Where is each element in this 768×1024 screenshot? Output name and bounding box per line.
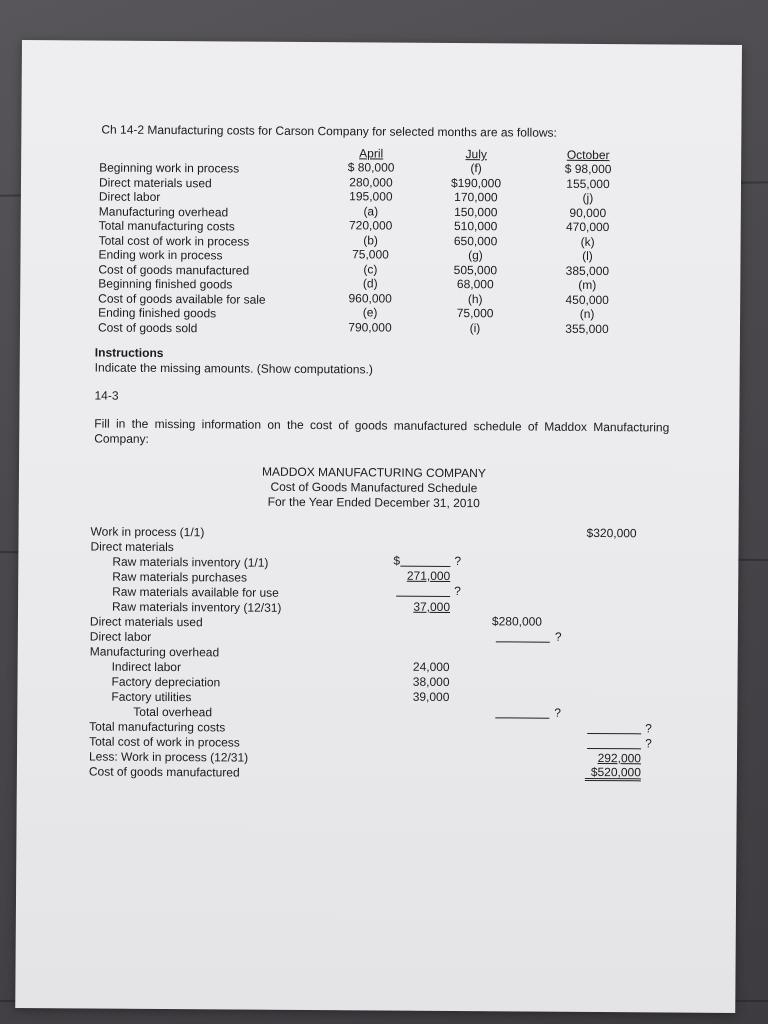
row-label: Manufacturing overhead	[98, 204, 229, 219]
row-label: Total cost of work in process	[98, 233, 250, 249]
rm-end-value: 37,000	[413, 599, 451, 615]
row-value: $ 98,000	[564, 161, 612, 177]
factory-utilities-value: 39,000	[412, 689, 450, 704]
problem-title: Ch 14-2 Manufacturing costs for Carson Company for selected months are as follows:	[101, 122, 557, 140]
total-mfg-label: Total manufacturing costs	[89, 719, 226, 735]
problem-prompt: Fill in the missing information on the cost of goods manufactured schedule of Maddox Manufacturing Company:	[94, 416, 670, 446]
cogm-value: $520,000	[585, 766, 641, 781]
row-label: Ending work in process	[98, 247, 223, 263]
row-value: 790,000	[348, 319, 392, 335]
rm-end-label: Raw materials inventory (12/31)	[111, 599, 282, 615]
row-value: (h)	[467, 291, 483, 306]
row-value: (i)	[469, 320, 481, 335]
row-value: (k)	[580, 234, 595, 249]
rm-begin-blank	[400, 554, 450, 567]
row-value: (d)	[362, 276, 378, 291]
row-value: (m)	[578, 277, 597, 293]
rm-begin-label: Raw materials inventory (1/1)	[112, 554, 269, 570]
row-label: Cost of goods available for sale	[98, 291, 266, 307]
row-value: 75,000	[352, 247, 389, 262]
row-value: (l)	[582, 248, 593, 263]
rm-purchases-label: Raw materials purchases	[112, 569, 248, 585]
rm-available-label: Raw materials available for use	[112, 584, 279, 600]
row-label: Ending finished goods	[98, 305, 217, 321]
row-label: Direct materials used	[98, 175, 212, 190]
wip-end-value: 292,000	[597, 751, 642, 766]
row-value: 470,000	[565, 219, 610, 235]
row-label: Total manufacturing costs	[98, 218, 235, 234]
dm-used-value: $280,000	[491, 614, 543, 629]
instructions-text: Indicate the missing amounts. (Show computations.)	[94, 360, 373, 377]
rm-purchases-value: 271,000	[406, 568, 451, 584]
row-value: 960,000	[348, 290, 392, 306]
direct-labor-label: Direct labor	[89, 629, 152, 644]
total-mfg-blank	[587, 721, 641, 734]
total-mfg-value: ?	[645, 721, 652, 736]
row-value: 155,000	[566, 176, 610, 191]
row-label: Cost of goods sold	[97, 320, 198, 335]
wip-begin-value: $320,000	[586, 525, 637, 541]
row-value: (c)	[363, 261, 378, 276]
schedule-title: Cost of Goods Manufactured Schedule	[270, 479, 478, 496]
row-value: 68,000	[456, 277, 494, 292]
row-value: (b)	[363, 232, 378, 247]
row-value: 195,000	[349, 189, 393, 204]
row-value: (e)	[362, 305, 378, 320]
direct-labor-blank	[496, 629, 550, 642]
row-value: 280,000	[349, 174, 393, 190]
row-value: 355,000	[565, 321, 609, 336]
row-value: 505,000	[453, 262, 498, 277]
row-value: 150,000	[454, 204, 498, 219]
rm-available-blank	[396, 584, 450, 597]
cogm-label: Cost of goods manufactured	[88, 764, 240, 780]
column-header-july: July	[465, 147, 487, 162]
total-wip-value: ?	[645, 736, 652, 751]
row-value: 90,000	[569, 205, 607, 220]
schedule-period: For the Year Ended December 31, 2010	[267, 494, 480, 511]
total-overhead-blank	[495, 705, 549, 718]
overhead-label: Manufacturing overhead	[89, 644, 220, 660]
factory-depreciation-label: Factory depreciation	[111, 674, 221, 690]
row-label: Beginning finished goods	[98, 276, 233, 292]
row-value: 510,000	[453, 219, 498, 234]
rm-begin-prefix: $	[393, 553, 401, 568]
rm-available-value: ?	[454, 584, 461, 599]
factory-depreciation-value: 38,000	[412, 674, 450, 690]
total-wip-label: Total cost of work in process	[89, 734, 240, 750]
total-overhead-value: ?	[554, 705, 562, 720]
total-overhead-label: Total overhead	[133, 704, 213, 720]
rm-begin-value: ?	[454, 554, 462, 569]
dm-used-label: Direct materials used	[89, 614, 203, 630]
paper-sheet	[15, 40, 742, 1013]
row-label: Direct labor	[98, 189, 161, 204]
row-value: 75,000	[456, 306, 494, 321]
column-header-april: April	[359, 146, 384, 161]
wip-begin-label: Work in process (1/1)	[90, 524, 205, 540]
wip-end-label: Less: Work in process (12/31)	[88, 749, 249, 765]
problem-number: 14-3	[94, 388, 119, 403]
row-value: 450,000	[565, 292, 609, 307]
direct-materials-label: Direct materials	[90, 539, 174, 555]
row-value: 650,000	[453, 233, 498, 248]
factory-utilities-label: Factory utilities	[111, 689, 192, 705]
row-label: Beginning work in process	[99, 160, 240, 176]
row-value: 170,000	[454, 190, 498, 205]
row-value: $ 80,000	[347, 160, 395, 175]
row-label: Cost of goods manufactured	[98, 262, 250, 278]
row-value: (g)	[468, 248, 483, 263]
indirect-labor-label: Indirect labor	[111, 659, 182, 675]
row-value: (a)	[363, 203, 379, 218]
row-value: $190,000	[450, 175, 502, 190]
indirect-labor-value: 24,000	[412, 659, 450, 675]
column-header-october: October	[566, 147, 610, 163]
total-wip-blank	[587, 736, 641, 749]
company-name: MADDOX MANUFACTURING COMPANY	[262, 464, 486, 481]
direct-labor-value: ?	[554, 629, 562, 644]
row-value: (f)	[470, 161, 482, 176]
row-value: 720,000	[348, 218, 393, 233]
row-value: (n)	[579, 306, 595, 322]
row-value: (j)	[582, 190, 594, 205]
row-value: 385,000	[565, 263, 610, 278]
instructions-heading: Instructions	[94, 345, 164, 360]
